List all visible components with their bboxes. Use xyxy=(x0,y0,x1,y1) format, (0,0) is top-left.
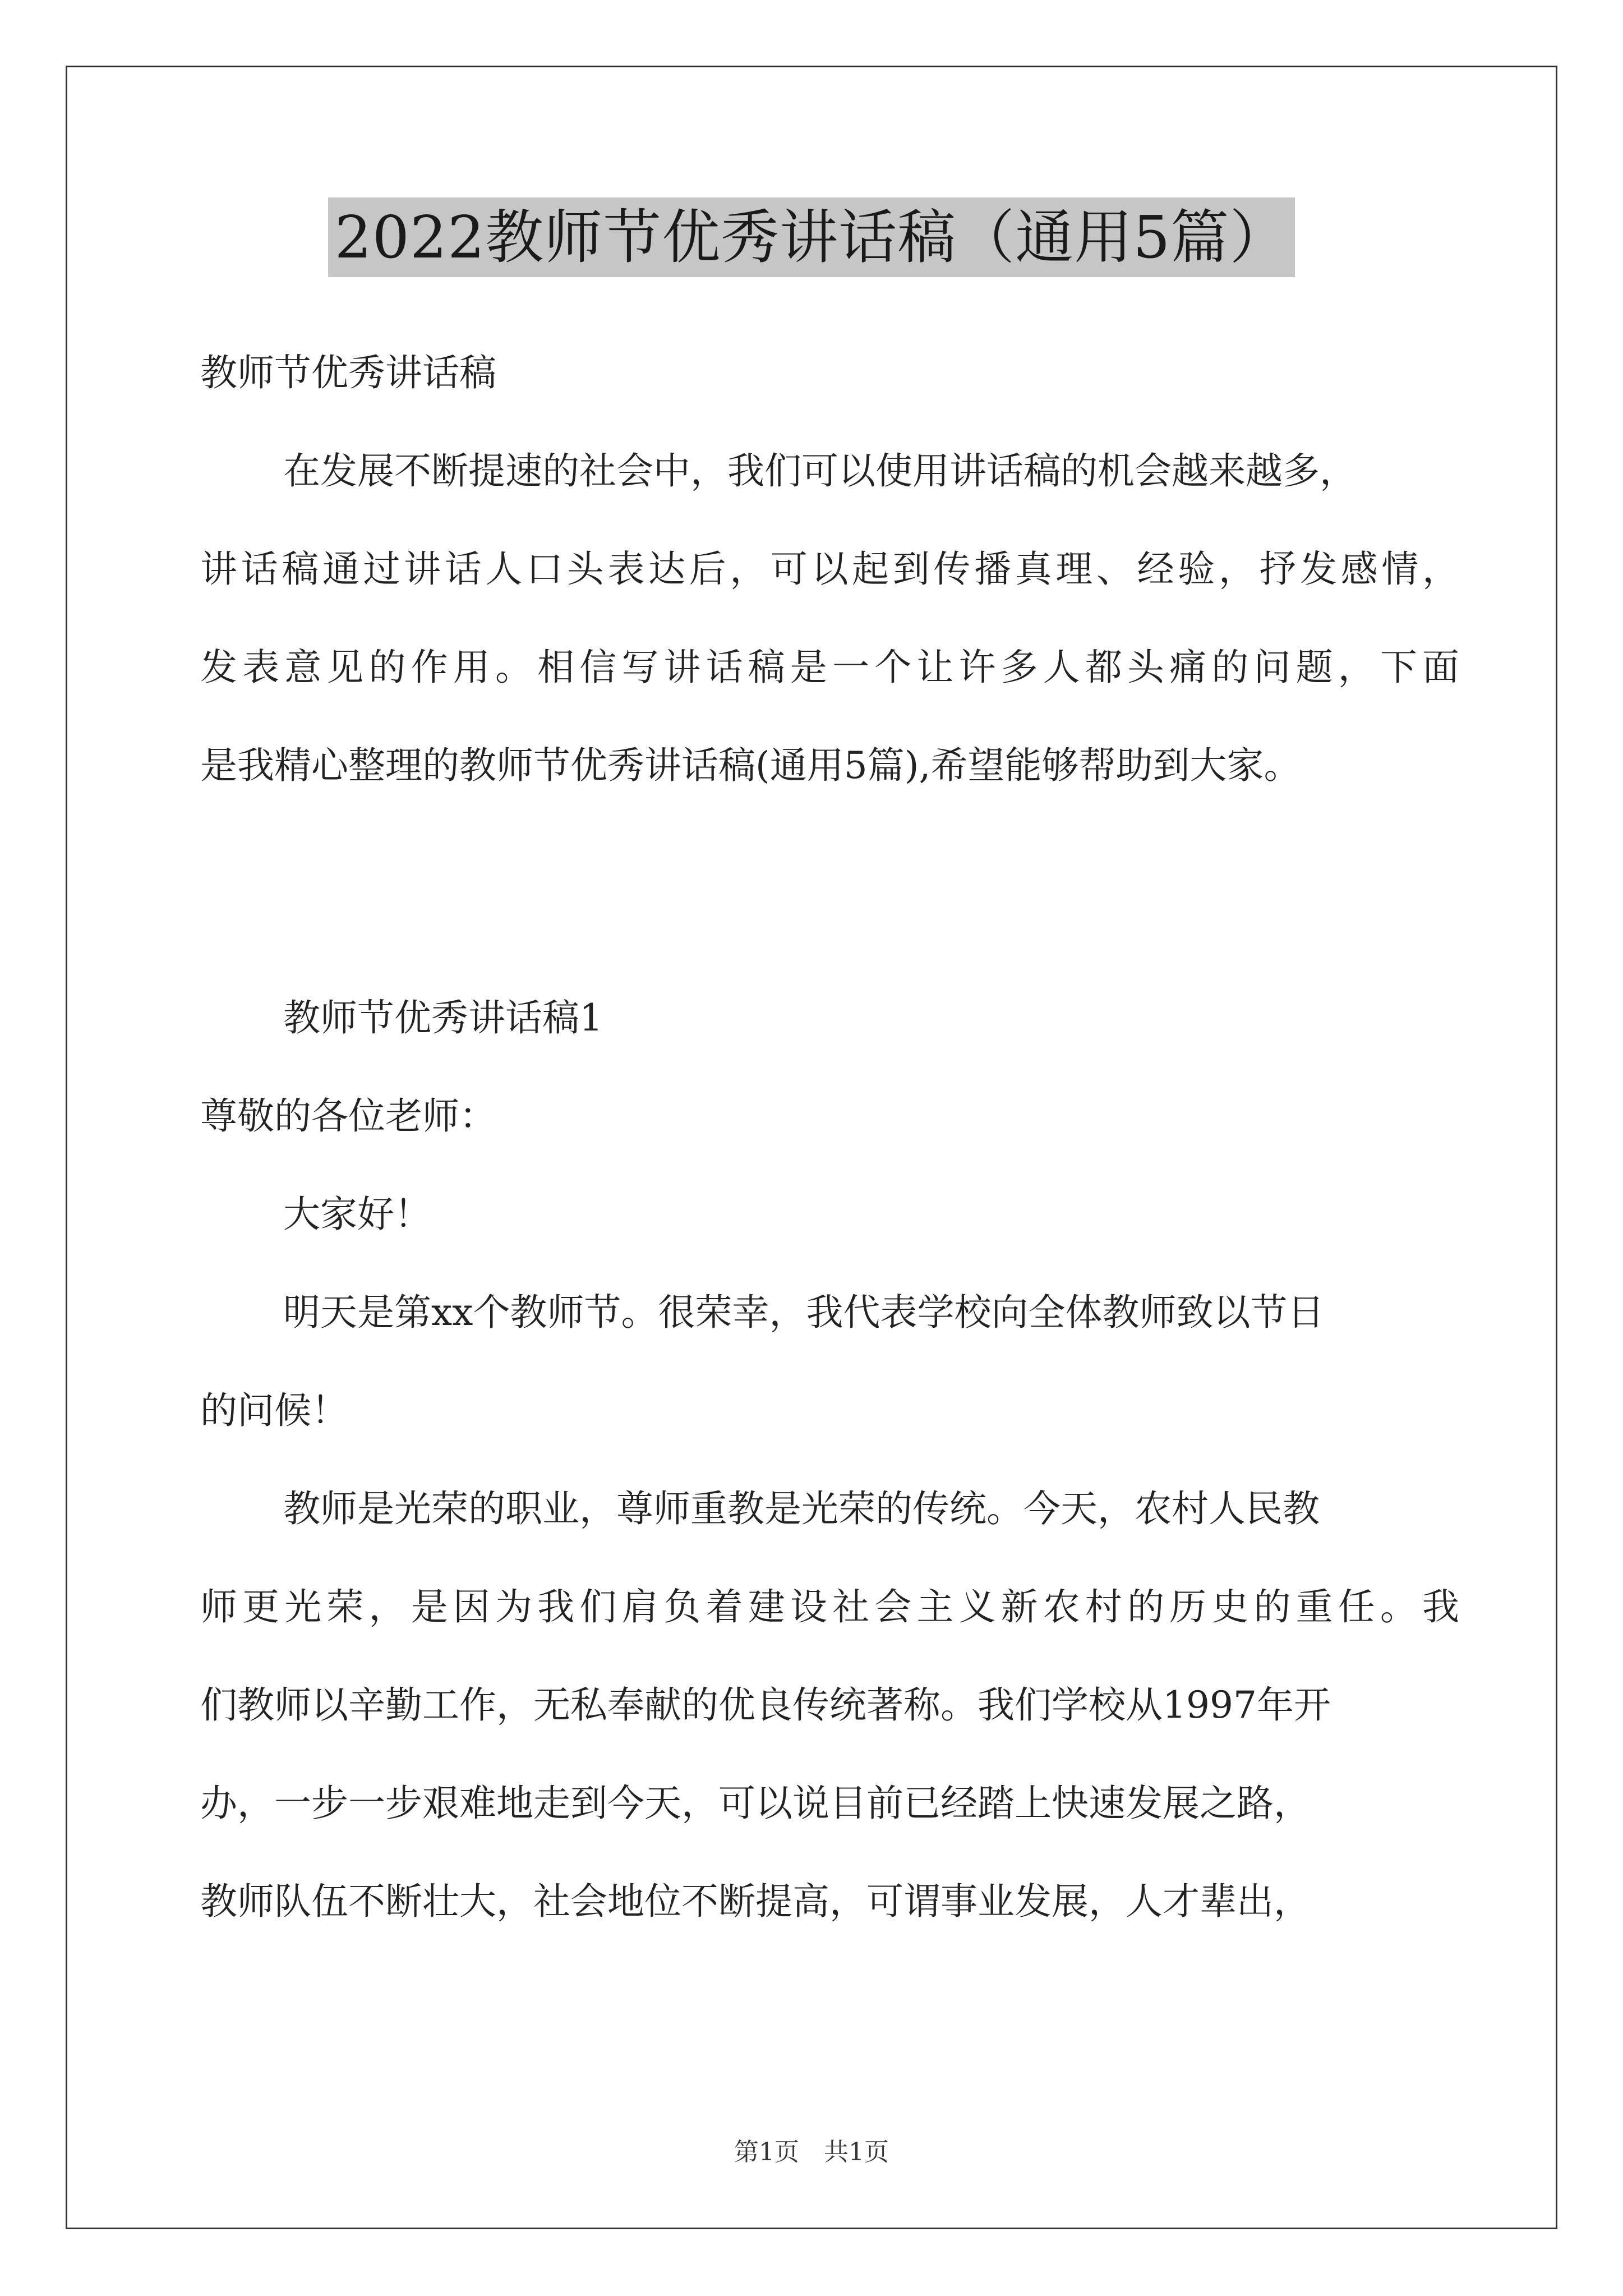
greeting: 大家好！ xyxy=(283,1193,431,1236)
paragraph1-line-2: 的问候！ xyxy=(200,1389,348,1432)
intro-line-1: 在发展不断提速的社会中，我们可以使用讲话稿的机会越来越多， xyxy=(283,449,1357,493)
intro-line-2: 讲话稿通过讲话人口头表达后，可以起到传播真理、经验，抒发感情， xyxy=(200,547,1459,591)
paragraph2-line-3: 们教师以辛勤工作，无私奉献的优良传统著称。我们学校从1997年开 xyxy=(200,1683,1331,1727)
intro-line-4: 是我精心整理的教师节优秀讲话稿(通用5篇),希望能够帮助到大家。 xyxy=(200,744,1301,787)
paragraph2-line-1: 教师是光荣的职业，尊师重教是光荣的传统。今天，农村人民教 xyxy=(283,1487,1320,1530)
paragraph1-line-1: 明天是第xx个教师节。很荣幸，我代表学校向全体教师致以节日 xyxy=(283,1291,1325,1334)
paragraph2-line-2: 师更光荣，是因为我们肩负着建设社会主义新农村的历史的重任。我 xyxy=(200,1585,1459,1628)
salutation: 尊敬的各位老师： xyxy=(200,1094,496,1138)
paragraph2-line-5: 教师队伍不断壮大，社会地位不断提高，可谓事业发展，人才辈出， xyxy=(200,1880,1311,1923)
paragraph2-line-4: 办，一步一步艰难地走到今天，可以说目前已经踏上快速发展之路， xyxy=(200,1782,1311,1825)
document-title-text: 2022教师节优秀讲话稿（通用5篇） xyxy=(328,197,1295,277)
intro-line-3: 发表意见的作用。相信写讲话稿是一个让许多人都头痛的问题，下面 xyxy=(200,646,1459,689)
section-heading: 教师节优秀讲话稿1 xyxy=(283,996,603,1039)
document-subtitle: 教师节优秀讲话稿 xyxy=(200,351,496,394)
page-footer: 第1页 共1页 xyxy=(734,2138,889,2166)
document-title xyxy=(0,197,1623,277)
